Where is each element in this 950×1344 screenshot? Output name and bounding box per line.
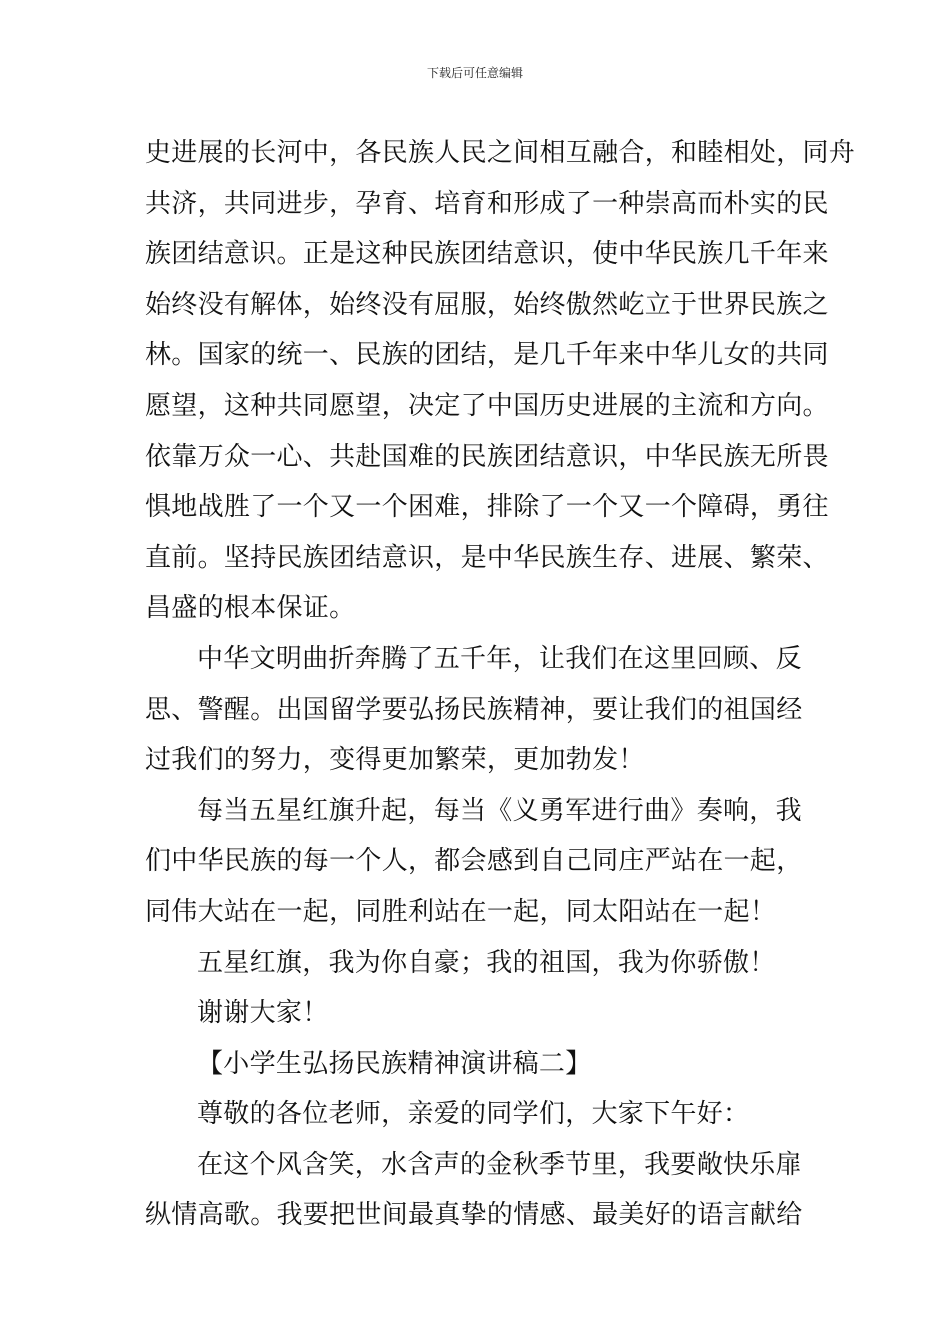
text-line: 过我们的努力，变得更加繁荣，更加勃发！ [145,745,645,776]
text-line: 纵情高歌。我要把世间最真挚的情感、最美好的语言献给 [145,1200,803,1231]
paragraph-start-line: 中华文明曲折奔腾了五千年，让我们在这里回顾、反 [197,643,802,674]
paragraph-start-line: 每当五星红旗升起，每当《义勇军进行曲》奏响，我 [197,795,802,826]
salutation-line: 尊敬的各位老师，亲爱的同学们，大家下午好： [197,1099,750,1130]
page-header-note: 下载后可任意编辑 [426,66,523,80]
text-line: 依靠万众一心、共赴国难的民族团结意识，中华民族无所畏 [145,441,829,472]
document-body [145,128,856,1241]
text-line: 惧地战胜了一个又一个困难，排除了一个又一个障碍，勇往 [145,492,829,523]
paragraph-start-line: 在这个风含笑，水含声的金秋季节里，我要敞快乐扉 [197,1149,802,1180]
paragraph-start-line: 谢谢大家！ [197,998,329,1029]
text-line: 昌盛的根本保证。 [145,593,356,624]
text-line: 族团结意识。正是这种民族团结意识，使中华民族几千年来 [145,239,829,270]
text-line: 直前。坚持民族团结意识，是中华民族生存、进展、繁荣、 [145,542,829,573]
text-line: 同伟大站在一起，同胜利站在一起，同太阳站在一起！ [145,896,777,927]
paragraph-start-line: 五星红旗，我为你自豪；我的祖国，我为你骄傲！ [197,947,776,978]
text-line: 林。国家的统一、民族的团结，是几千年来中华儿女的共同 [145,340,829,371]
section-heading: 【小学生弘扬民族精神演讲稿二】 [197,1048,592,1079]
text-line: 始终没有解体，始终没有屈服，始终傲然屹立于世界民族之 [145,289,829,320]
text-line: 思、警醒。出国留学要弘扬民族精神，要让我们的祖国经 [145,694,803,725]
text-line: 共济，共同进步，孕育、培育和形成了一种崇高而朴实的民 [145,188,829,219]
text-line: 们中华民族的每一个人，都会感到自己同庄严站在一起， [145,846,803,877]
text-line: 愿望，这种共同愿望，决定了中国历史进展的主流和方向。 [145,390,829,421]
text-line: 史进展的长河中，各民族人民之间相互融合，和睦相处，同舟 [145,138,856,168]
